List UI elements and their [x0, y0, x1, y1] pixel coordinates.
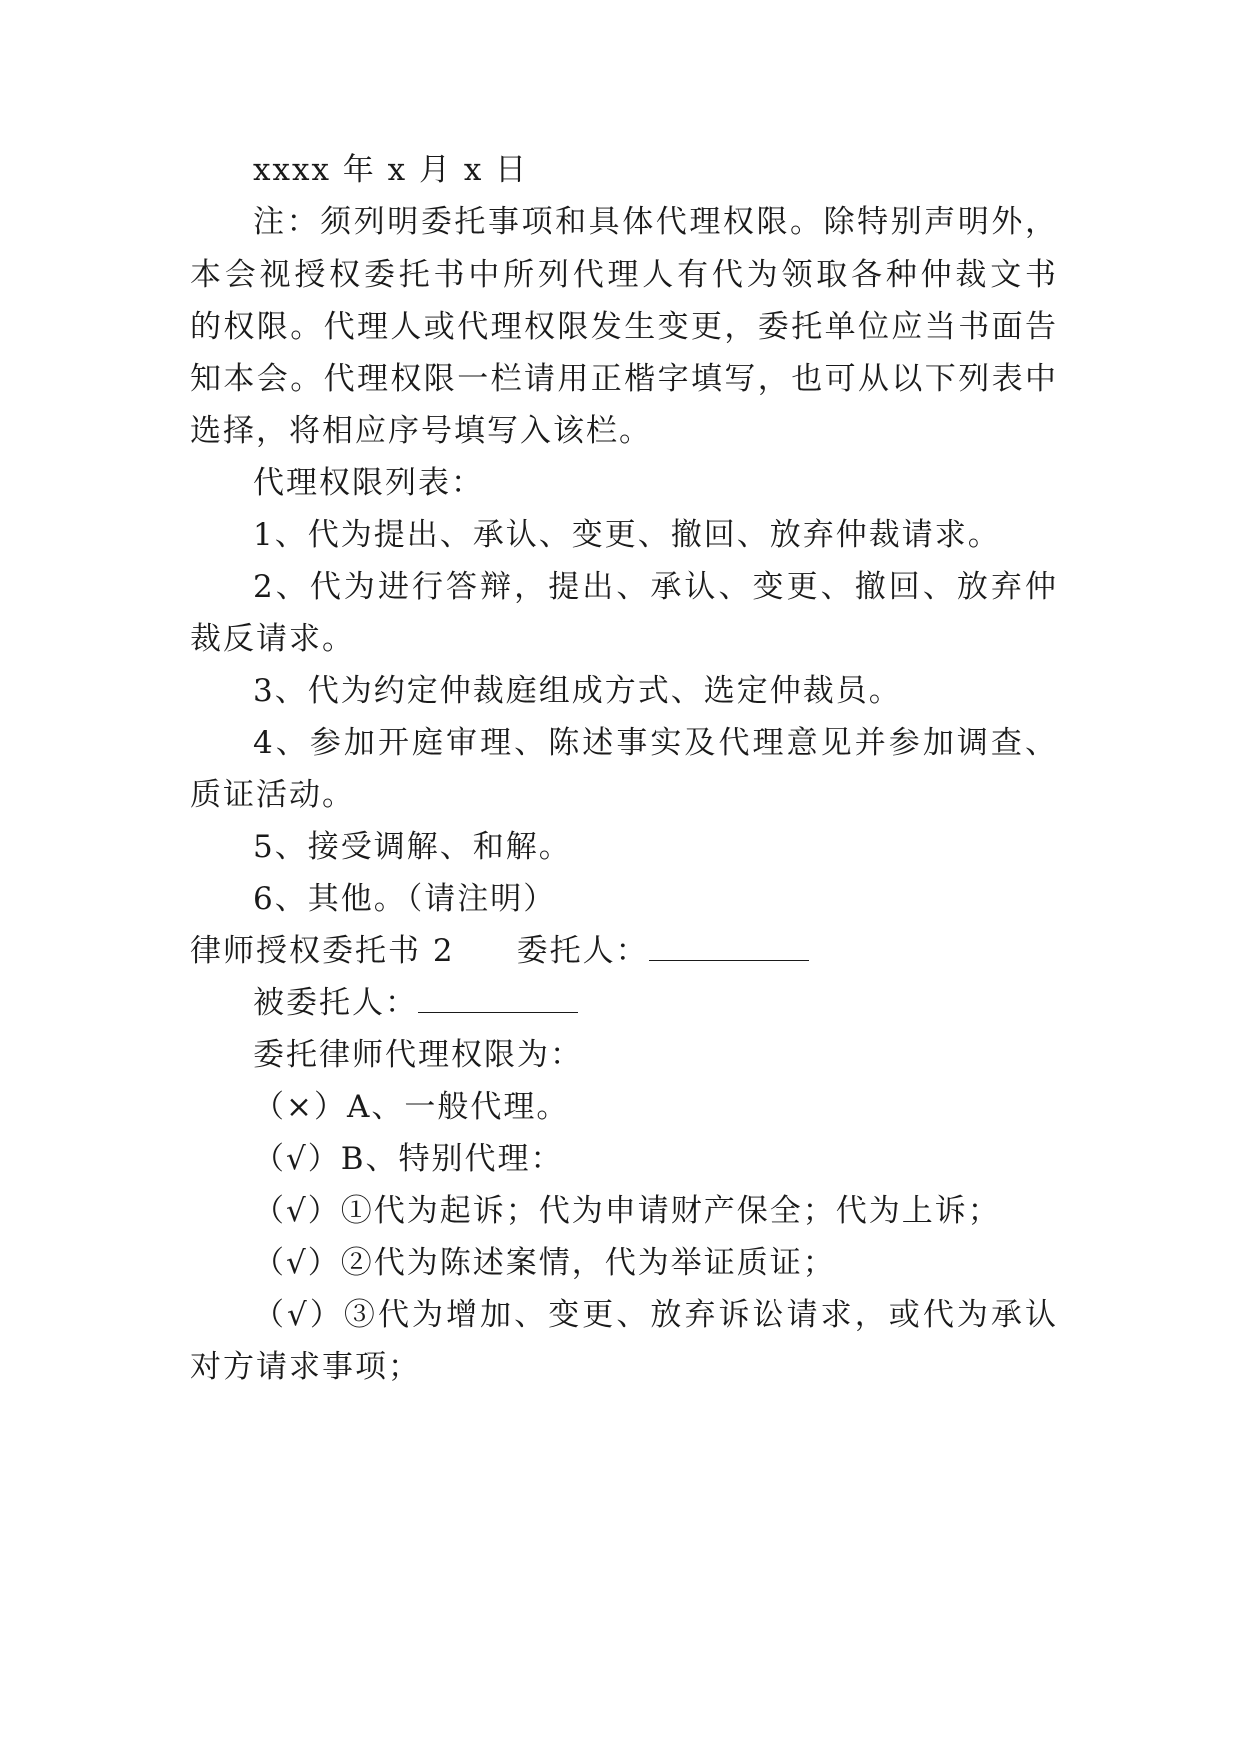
agent-blank[interactable] — [418, 984, 578, 1013]
authority-item-4-line-1: 4、参加开庭审理、陈述事实及代理意见并参加调查、 — [253, 725, 1058, 761]
option-b-sub-3-line-2: 对方请求事项； — [190, 1349, 421, 1385]
scope-title: 委托律师代理权限为： — [253, 1037, 583, 1073]
date-line: xxxx 年 x 月 x 日 — [253, 152, 529, 188]
note-line-1: 注：须列明委托事项和具体代理权限。除特别声明外， — [253, 204, 1058, 240]
option-b-sub-3-line-1: （√）③代为增加、变更、放弃诉讼请求，或代为承认 — [253, 1297, 1058, 1333]
authority-item-4-line-2: 质证活动。 — [190, 777, 355, 813]
authority-item-3: 3、代为约定仲裁庭组成方式、选定仲裁员。 — [253, 673, 902, 709]
option-b: （√）B、特别代理： — [253, 1141, 564, 1177]
note-line-2: 本会视授权委托书中所列代理人有代为领取各种仲裁文书 — [190, 257, 1058, 293]
principal-label: 委托人： — [516, 933, 649, 969]
agent-row — [253, 983, 1133, 1023]
principal-blank[interactable] — [649, 932, 809, 961]
authority-list-title: 代理权限列表： — [253, 465, 484, 501]
option-b-sub-2: （√）②代为陈述案情，代为举证质证； — [253, 1245, 836, 1281]
authority-item-2-line-2: 裁反请求。 — [190, 621, 355, 657]
option-b-sub-1: （√）①代为起诉；代为申请财产保全；代为上诉； — [253, 1193, 1001, 1229]
authority-item-6: 6、其他。（请注明） — [253, 881, 557, 917]
authority-item-2-line-1: 2、代为进行答辩，提出、承认、变更、撤回、放弃仲 — [253, 569, 1058, 605]
note-line-5: 选择，将相应序号填写入该栏。 — [190, 413, 652, 449]
note-line-3: 的权限。代理人或代理权限发生变更，委托单位应当书面告 — [190, 309, 1058, 345]
agent-label: 被委托人： — [253, 985, 418, 1021]
letter2-heading: 律师授权委托书 2 — [190, 933, 455, 969]
authority-item-1: 1、代为提出、承认、变更、撤回、放弃仲裁请求。 — [253, 517, 1001, 553]
note-line-4: 知本会。代理权限一栏请用正楷字填写，也可从以下列表中 — [190, 361, 1058, 397]
letter2-heading-row — [190, 931, 1070, 971]
authority-item-5: 5、接受调解、和解。 — [253, 829, 572, 865]
option-a: （×）A、一般代理。 — [253, 1089, 570, 1125]
